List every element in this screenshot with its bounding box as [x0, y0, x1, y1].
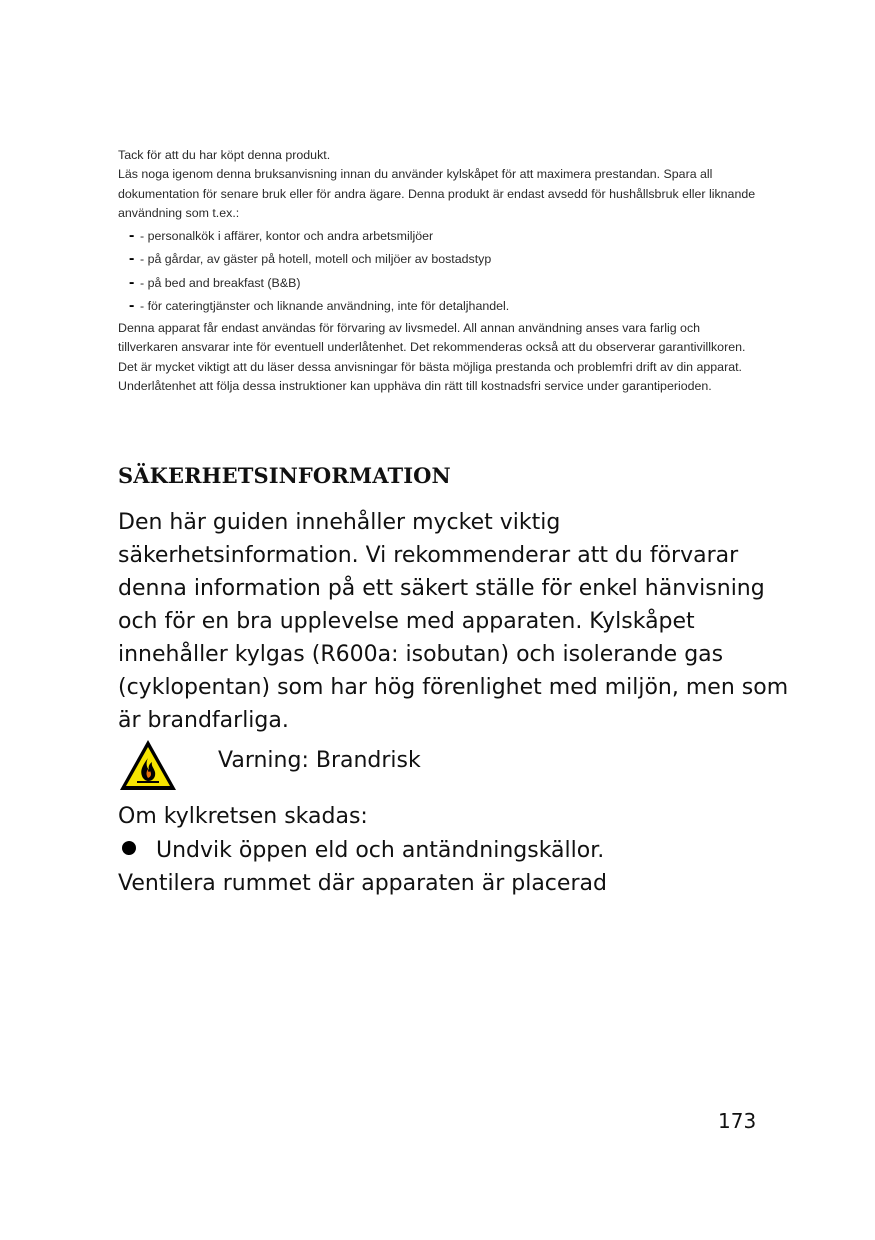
usage-list	[118, 225, 758, 319]
intro-section	[118, 146, 758, 397]
warning-text: Varning: Brandrisk	[218, 748, 421, 773]
list-item: - - för cateringtjänster och liknande användning, inte för detaljhandel.	[118, 295, 758, 319]
intro-restriction: Denna apparat får endast användas för förvaring av livsmedel. All annan användning anses vara farlig och tillverkaren ansvarar inte för eventuell underlåtenhet. Det rekommenderas också att du observerar garantivillkoren. Det är mycket viktigt att du läser dessa anvisningar för bästa möjliga prestanda och problemfri drift av din apparat. Underlåtenhet att följa dessa instruktioner kan upphäva din rätt till kostnadsfri service under garantiperioden.	[118, 321, 746, 394]
list-item: - - personalkök i affärer, kontor och andra arbetsmiljöer	[118, 225, 758, 249]
ventilate-text: Ventilera rummet där apparaten är placerad	[118, 871, 607, 896]
list-item: - - på bed and breakfast (B&B)	[118, 272, 758, 296]
safety-lead: Den här guiden innehåller mycket viktig säkerhetsinformation. Vi rekommenderar att du förvarar denna information på ett säkert ställe för enkel hänvisning och för en bra upplevelse med apparaten. Kylskåpet innehåller kylgas (R600a: isobutan) och isolerande gas (cyklopentan) som har hög förenlighet med miljön, men som är brandfarliga.	[118, 510, 789, 733]
bullet-dot	[122, 841, 136, 855]
safety-heading: SÄKERHETSINFORMATION	[118, 463, 451, 488]
bullet-mark: -	[129, 226, 135, 244]
bullet-mark: -	[129, 250, 135, 268]
page-number: 173	[718, 1109, 757, 1133]
list-item: - - på gårdar, av gäster på hotell, motell och miljöer av bostadstyp	[118, 248, 758, 272]
bullet-mark: -	[129, 273, 135, 291]
damage-label: Om kylkretsen skadas:	[118, 804, 368, 829]
intro-read-carefully: Läs noga igenom denna bruksanvisning innan du använder kylskåpet för att maximera prestandan. Spara all dokumentation för senare bruk eller för andra ägare. Denna produkt är endast avsedd för hushållsbruk eller liknande användning som t.ex.:	[118, 167, 756, 221]
intro-thanks: Tack för att du har köpt denna produkt.	[118, 148, 331, 162]
bullet-mark: -	[129, 297, 135, 315]
fire-warning	[118, 738, 618, 794]
safety-rule: Undvik öppen eld och antändningskällor.	[118, 838, 604, 863]
flammable-warning-icon	[118, 738, 178, 792]
